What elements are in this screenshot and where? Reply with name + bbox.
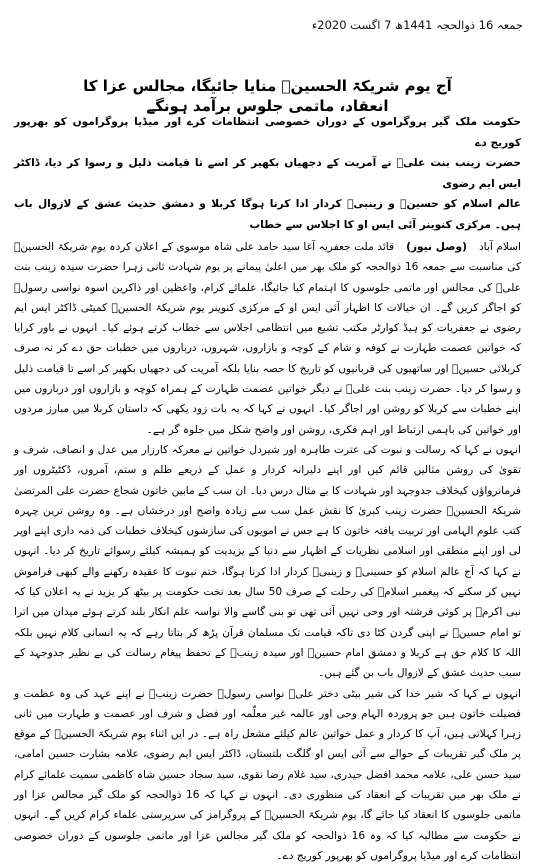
dateline: جمعہ 16 ذوالحجہ 1441ھ 7 اگست 2020ء <box>311 18 523 32</box>
summary-line: حضرت زینب بنت علیؑ نے آمریت کے دجھیاں بکھیر کر اسے تا قیامت ذلیل و رسوا کر دیا، ڈاکٹر ایس ایم رضوی <box>14 157 521 190</box>
body-paragraph <box>14 237 521 440</box>
body-paragraph: انہوں نے کہا کہ شیر خدا کی شیر بیٹی دختر علیؑ نواسی رسولؐ حضرت زینبؑ نے اپنے عہد کی وہ عظمت و فضیلت خاتون ہیں جو پروردہ الہام وحی اور عالمہ غیر معلّمہ اور فضل و شرف اور عصمت و طہارت میں ثانی زہرا کہلاتی ہیں، آپ کا کردار و عمل خواتین عالم کیلئے مشعل راہ ہے۔ در ایں اثناء یوم شریکۃ الحسینؑ کے موقع پر ملک گیر تقریبات کے حوالے سے آئی ایس او گلگت بلتستان، ڈاکٹر ایس ایم رضوی، علامہ بشارت حسین امامی، سید حسن علی، علامہ محمد افضل حیدری، سید غلام رضا نقوی، سید سجاد حسین شاہ کاظمی سمیت علمائے کرام نے ملک بھر میں تقریبات کے انعقاد کی منظوری دی۔ انہوں نے کہا کہ 16 ذوالحجہ کو ملک گیر مجالس عزا اور ماتمی جلوسوں کا انعقاد کیا جائے گا، یوم شریکۃ الحسینؑ کے پروگرامز کی سرپرستی علماء کرام کریں گے۔ انہوں نے حکومت سے مطالبہ کیا کہ وہ 16 ذوالحجہ کو ملک گیر مجالس عزا اور ماتمی جلوسوں کے دوران خصوصی انتظامات کرے اور میڈیا پروگراموں کو بھرپور کوریج دے۔ <box>14 687 522 862</box>
dateline-place: اسلام آباد <box>478 241 521 253</box>
headline: آج یوم شریکۃ الحسینؑ منایا جائیگا، مجالس عزا کا انعقاد، ماتمی جلوس برآمد ہونگے <box>83 77 452 115</box>
article-body <box>14 237 521 866</box>
body-text: قائد ملت جعفریہ آغا سید حامد علی شاہ موسوی کے اعلان کردہ یوم شریکۃ الحسینؑ کی مناسبت سے جمعہ 16 ذوالحجہ کو ملک بھر میں اعلیٰ پیمانے پر یوم شہادت ثانی زہرا حضرت سیدہ زینب بنت علیؑ کی مجالس اور ماتمی جلوسوں کا اہتمام کیا جائیگا، علمائے کرام، واعظین اور ذاکرین اسوہ نواسی رسولؐ کو اجاگر کریں گے۔ ان خیالات کا اظہار آئی ایس او کے مرکزی کنوینر یوم شریکۃ الحسینؑ کمیٹی ڈاکٹر ایس ایم رضوی نے جعفریات کو ہیڈ کوارٹر مکتب تشیع میں انتظامی اجلاس سے خطاب کرتے ہوئے کیا۔ انہوں نے باور کرایا کہ خواتین عصمت طہارت نے کوفہ و شام کے کوچہ و بازاروں، شہروں، درباروں میں خطبات حق دے کر نہ صرف کربلائی حسینؑ اور ساتھیوں کی قربانیوں کو تاریخ کا حصہ بنایا بلکہ آمریت کی دجھیاں بکھیر کر اسے تا قیامت ذلیل و رسوا کر دیا۔ حضرت زینب بنت علیؑ نے دیگر خواتین عصمت طہارت کے ہمراہ کوچہ و بازاروں اور درباروں میں اپنے خطبات سے کربلا کو روشن اور اجاگر کیا۔ انہوں نے کہا کہ یہ بات زود یکھی کہ داستان کربلا میں مبارز مردوں اور خواتین کی باہمی ارتباط اور اہم فکری، روشن اور واضح شکل میں جلوہ گر ہے۔ <box>14 241 522 436</box>
summary-block <box>14 112 521 235</box>
summary-line: عالم اسلام کو حسینؑ و زینبیؑ کردار ادا کرنا ہوگا کربلا و دمشق حدیث عشق کے لازوال باب ہیں۔ مرکزی کنوینر آئی ایس او کا اجلاس سے خطاب <box>14 198 521 231</box>
news-agency: (وصل نیوز) <box>406 241 467 253</box>
summary-line: حکومت ملک گیر پروگراموں کے دوران خصوصی انتظامات کرے اور میڈیا پروگراموں کو بھرپور کوریج دے <box>14 116 521 149</box>
body-paragraph: انہوں نے کہا کہ رسالت و نبوت کی عترت طاہرہ اور شیردل خواتین نے معرکہ کارزار میں عدل و انصاف، شرف و تقویٰ کی روشن مثالیں قائم کیں اور اپنے دلیرانہ کردار و عمل کے ذریعے ظلم و ستم، آمروں، ڈکٹیٹروں اور فرمانرواؤں کیخلاف جدوجہد اور شہادت کا بے مثال درس دیا۔ ان سب کے مابین خاتون شجاع حضرت علی المرتضیٰ شریکۃ الحسینؑ حضرت زینب کبریٰ کا نقش عمل سب سے زیادہ واضح اور درخشاں ہے۔ وہ روشن ترین چہرہ کتب علوم الہامی اور تربیت یافتہ خاتون کا ہے جس نے امویوں کی سازشوں کیخلاف خطبات کی ذمہ داری اپنے اوپر لی اور اپنے منطقی اور اسلامی نظریات کے اظہار سے دنیا کے یزیدیت کو ہمیشہ کیلئے رسوائے تاریخ کر دیا۔ انہوں نے کہا کہ آج عالم اسلام کو حسینیؑ و زینبیؑ کردار ادا کرنا ہوگا، ختم نبوت کا عقیدہ رکھنے والے کبھی فراموش نہیں کر سکتے کہ پیغمبر اسلامؐ کی رحلت کے صرف 50 سال بعد تخت حکومت پر بیٹھ کر یزید نے یہ اعلان کیا کہ نبی اکرمؐ پر کوئی فرشتہ اور وحی نہیں آئی تھی تو بنی گاسے والا نواسہ علم انکار بلند کرتے ہوئے میدان میں اترا تو امام حسینؑ نے اپنی گردن کٹا دی تاکہ قیامت تک مسلمان قرآن پڑھ کر بتاتا رہے کہ یہ انسانی کلام نہیں بلکہ اللہ کا کلام حق ہے کربلا و دمشق امام حسینؑ اور سیدہ زینبؑ کے تحفظ پیغام رسالت کی بے نظیر جدوجہد کے سبب حدیث عشق کے لازوال باب بن گئے ہیں۔ <box>14 443 521 680</box>
